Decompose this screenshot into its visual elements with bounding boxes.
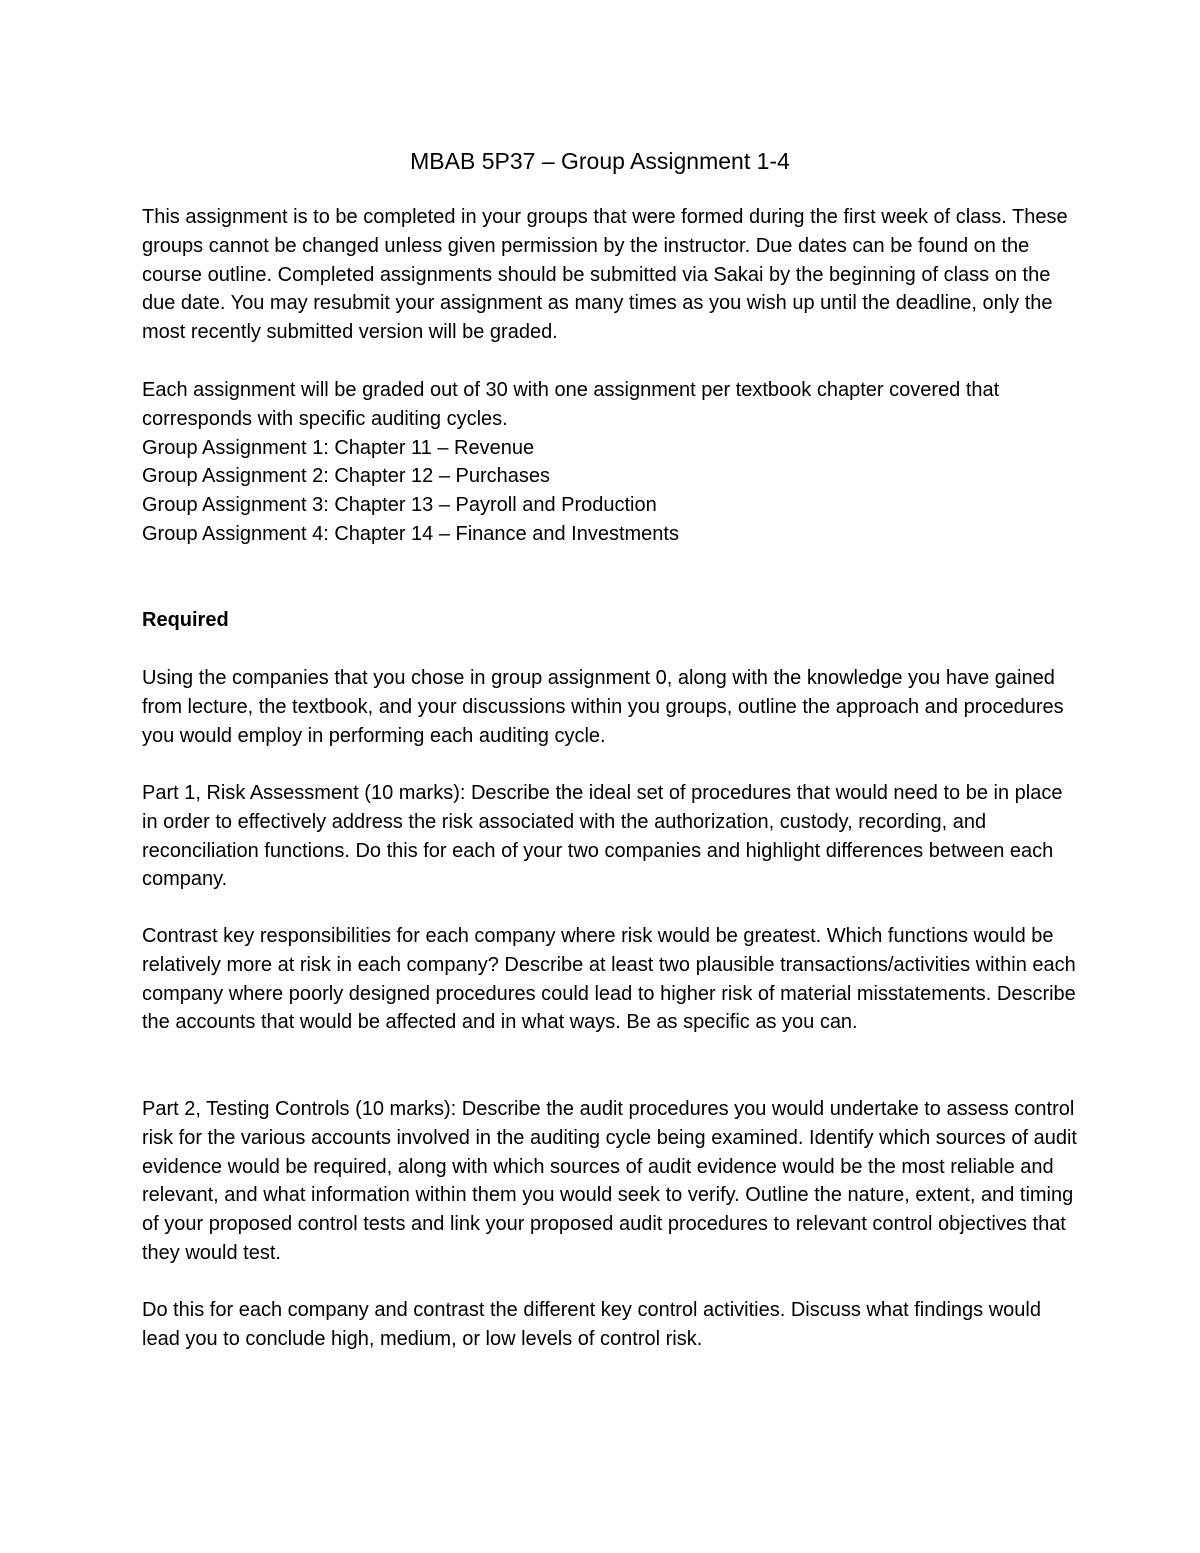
assignment-item: Group Assignment 1: Chapter 11 – Revenue xyxy=(142,436,535,459)
required-text: Using the companies that you chose in group assignment 0, along with the knowledge you have gained from lecture, the textbook, and your discussions within you groups, outline the approach and procedures you would employ in performing each auditing cycle. xyxy=(142,667,1064,747)
grading-section xyxy=(142,376,1082,549)
part2-paragraph xyxy=(142,1095,1082,1268)
part2-contrast-paragraph xyxy=(142,1296,1082,1354)
part1-text: Part 1, Risk Assessment (10 marks): Describe the ideal set of procedures that would need to be in place in order to effectively address the risk associated with the authorization, custody, recording, and reconciliation functions. Do this for each of your two companies and highlight differences between each company. xyxy=(142,782,1063,891)
required-paragraph xyxy=(142,664,1082,750)
part1-contrast-text: Contrast key responsibilities for each company where risk would be greatest. Which functions would be relatively more at risk in each company? Describe at least two plausible transactions/activities within each company where poorly designed procedures could lead to higher risk of material misstatements. Describe the accounts that would be affected and in what ways. Be as specific as you can. xyxy=(142,925,1076,1034)
part2-text: Part 2, Testing Controls (10 marks): Describe the audit procedures you would undertake to assess control risk for the various accounts involved in the auditing cycle being examined. Identify which sources of audit evidence would be required, along with which sources of audit evidence would be the most reliable and relevant, and what information within them you would seek to verify. Outline the nature, extent, and timing of your proposed control tests and link your proposed audit procedures to relevant control objectives that they would test. xyxy=(142,1098,1077,1264)
intro-paragraph xyxy=(142,203,1082,347)
document-title: MBAB 5P37 – Group Assignment 1-4 xyxy=(410,148,790,174)
assignment-item: Group Assignment 2: Chapter 12 – Purchases xyxy=(142,465,551,488)
part1-paragraph xyxy=(142,779,1082,894)
assignment-item: Group Assignment 3: Chapter 13 – Payroll and Production xyxy=(142,494,657,517)
intro-text: This assignment is to be completed in your groups that were formed during the first week of class. These groups cannot be changed unless given permission by the instructor. Due dates can be found on the course outline. Completed assignments should be submitted via Sakai by the beginning of class on the due date. You may resubmit your assignment as many times as you wish up until the deadline, only the most recently submitted version will be graded. xyxy=(142,206,1068,344)
assignment-item: Group Assignment 4: Chapter 14 – Finance and Investments xyxy=(142,522,679,545)
grading-text: Each assignment will be graded out of 30 with one assignment per textbook chapter covered that corresponds with specific auditing cycles. xyxy=(142,379,1000,430)
part1-contrast-paragraph xyxy=(142,922,1082,1037)
part2-contrast-text: Do this for each company and contrast the different key control activities. Discuss what findings would lead you to conclude high, medium, or low levels of control risk. xyxy=(142,1299,1041,1350)
required-heading-text: Required xyxy=(142,609,229,631)
required-heading xyxy=(142,606,1082,635)
